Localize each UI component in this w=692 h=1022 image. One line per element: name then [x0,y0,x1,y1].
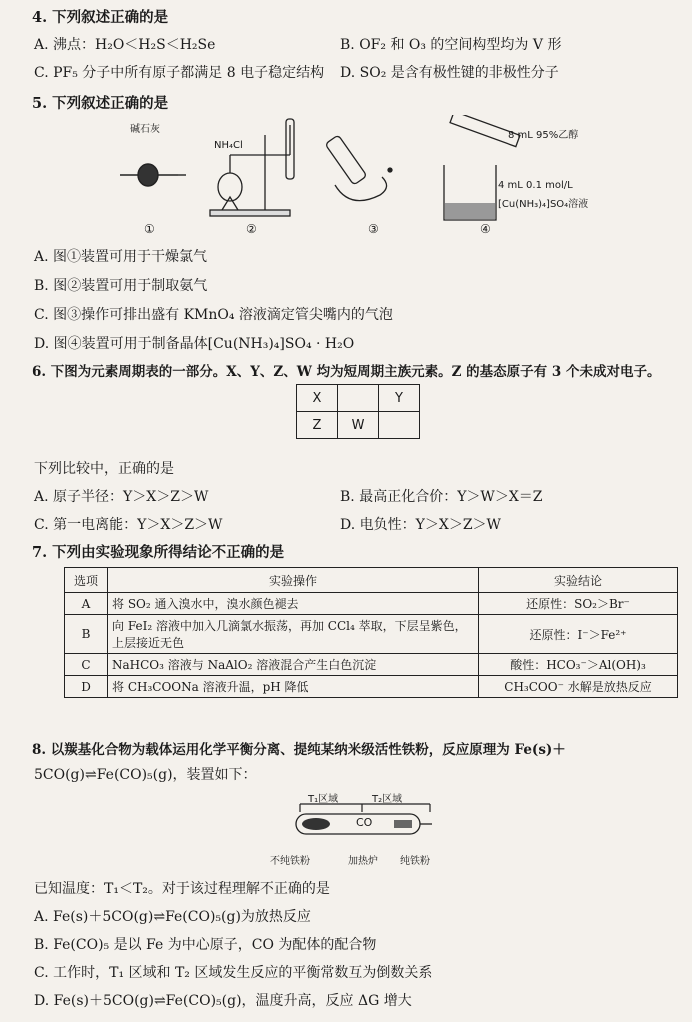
header-conclusion: 实验结论 [479,568,678,593]
row-operation: 向 FeI₂ 溶液中加入几滴氯水振荡，再加 CCl₄ 萃取，下层呈紫色，上层接近无色 [108,615,479,654]
burette-hand-figure [325,135,392,201]
co-label: CO [356,816,373,829]
fig2-label: NH₄Cl [214,140,243,151]
q5-option-c: C. 图③操作可排出盛有 KMnO₄ 溶液滴定管尖嘴内的气泡 [34,307,393,323]
table-row [65,654,678,676]
q5-stem: 5. 下列叙述正确的是 [32,95,169,112]
t2-region-label: T₂区域 [372,794,403,805]
q8-option-c: C. 工作时，T₁ 区域和 T₂ 区域发生反应的平衡常数互为倒数关系 [34,965,433,981]
pure-iron-label: 纯铁粉 [400,856,430,867]
row-operation: NaHCO₃ 溶液与 NaAlO₂ 溶液混合产生白色沉淀 [108,654,479,676]
q6-option-c: C. 第一电离能：Y＞X＞Z＞W [34,517,223,533]
cell-empty-1 [338,385,379,412]
q6-stem: 6. 下图为元素周期表的一部分。X、Y、Z、W 均为短周期主族元素。Z 的基态原子有 3 个未成对电子。 [32,364,661,380]
heating-apparatus-figure [210,119,294,216]
row-operation: 将 SO₂ 通入溴水中，溴水颜色褪去 [108,593,479,615]
cell-z: Z [297,412,338,439]
row-option: B [65,615,108,654]
cell-empty-2 [379,412,420,439]
header-operation: 实验操作 [108,568,479,593]
cell-x: X [297,385,338,412]
q8-stem-line1: 8. 以羰基化合物为载体运用化学平衡分离、提纯某纳米级活性铁粉，反应原理为 Fe(s)＋ [32,742,566,758]
row-conclusion: 酸性：HCO₃⁻＞Al(OH)₃ [479,654,678,676]
row-option: C [65,654,108,676]
cell-w: W [338,412,379,439]
q8-option-d: D. Fe(s)＋5CO(g)⇌Fe(CO)₅(g)，温度升高，反应 ΔG 增大 [34,993,412,1009]
fig-number-4: ④ [480,222,491,236]
q6-option-a: A. 原子半径：Y＞X＞Z＞W [34,489,209,505]
header-option: 选项 [65,568,108,593]
q6-option-d: D. 电负性：Y＞X＞Z＞W [340,517,501,533]
row-operation: 将 CH₃COONa 溶液升温，pH 降低 [108,676,479,698]
row-option: A [65,593,108,615]
cell-y: Y [379,385,420,412]
q4-option-c: C. PF₅ 分子中所有原子都满足 8 电子稳定结构 [34,65,325,81]
q4-option-b: B. OF₂ 和 O₃ 的空间构型均为 V 形 [340,37,562,53]
row-conclusion: 还原性：I⁻＞Fe²⁺ [479,615,678,654]
q4-stem: 4. 下列叙述正确的是 [32,9,169,26]
q8-option-b: B. Fe(CO)₅ 是以 Fe 为中心原子，CO 为配体的配合物 [34,937,377,953]
q4-option-d: D. SO₂ 是含有极性键的非极性分子 [340,65,559,81]
q5-option-b: B. 图②装置可用于制取氨气 [34,278,208,294]
q7-stem: 7. 下列由实验现象所得结论不正确的是 [32,544,285,561]
fig4-label-mid: 4 mL 0.1 mol/L [498,180,573,191]
fig4-label-bot: [Cu(NH₃)₄]SO₄溶液 [498,199,589,210]
fig-number-1: ① [144,222,155,236]
q8-known: 已知温度：T₁＜T₂。对于该过程理解不正确的是 [34,881,330,897]
q5-option-d: D. 图④装置可用于制备晶体[Cu(NH₃)₄]SO₄ · H₂O [34,336,355,352]
q5-option-a: A. 图①装置可用于干燥氯气 [34,249,208,265]
row-conclusion: CH₃COO⁻ 水解是放热反应 [479,676,678,698]
q6-option-b: B. 最高正化合价：Y＞W＞X＝Z [340,489,543,505]
q6-sub-stem: 下列比较中，正确的是 [34,461,174,477]
table-row [65,615,678,654]
table-row [65,593,678,615]
furnace-label: 加热炉 [348,856,378,867]
q4-option-a: A. 沸点：H₂O＜H₂S＜H₂Se [34,37,216,53]
experiment-table [64,567,678,698]
table-row [65,676,678,698]
drying-tube-figure [120,164,186,186]
t1-region-label: T₁区域 [308,794,339,805]
impure-iron-label: 不纯铁粉 [270,856,310,867]
fig-number-2: ② [246,222,257,236]
q8-option-a: A. Fe(s)＋5CO(g)⇌Fe(CO)₅(g)为放热反应 [34,909,311,925]
q8-stem-line2: 5CO(g)⇌Fe(CO)₅(g)，装置如下： [34,767,257,783]
fig1-label: 碱石灰 [130,124,160,135]
fig4-label-top: 8 mL 95%乙醇 [508,130,579,141]
row-conclusion: 还原性：SO₂＞Br⁻ [479,593,678,615]
periodic-table-fragment [296,384,420,439]
row-option: D [65,676,108,698]
fig-number-3: ③ [368,222,379,236]
